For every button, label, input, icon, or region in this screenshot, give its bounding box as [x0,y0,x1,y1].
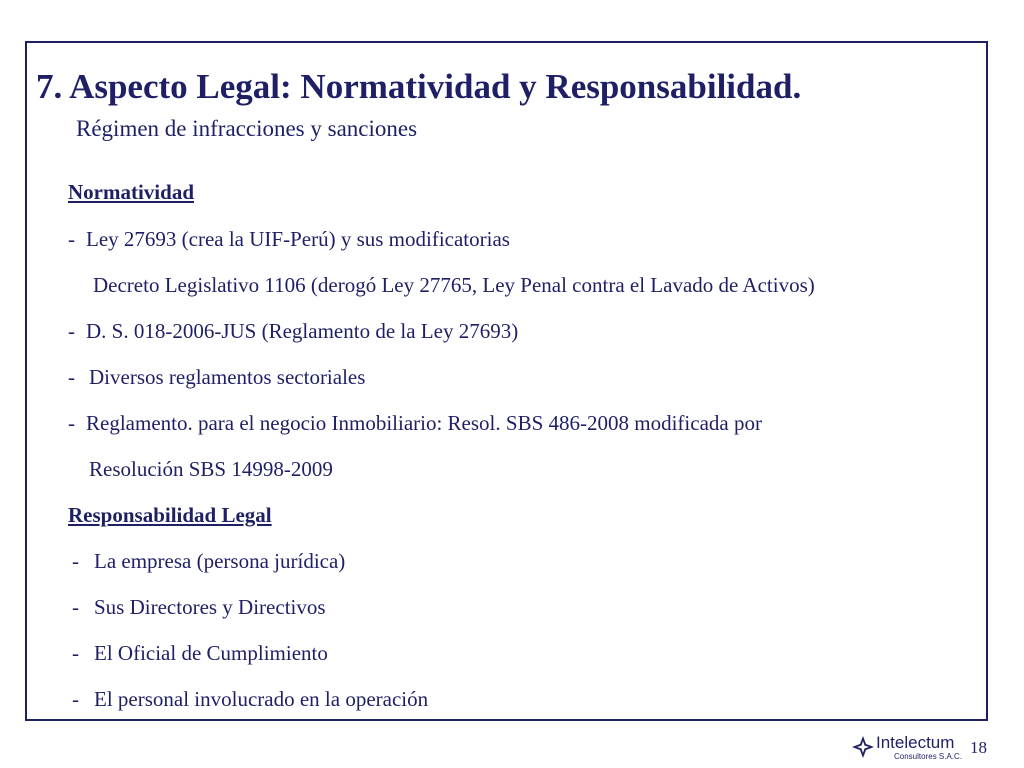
slide-subtitle: Régimen de infracciones y sanciones [76,116,418,141]
normatividad-item-text: D. S. 018-2006-JUS (Reglamento de la Ley 27693) [86,319,519,343]
normatividad-item [68,226,510,252]
responsabilidad-heading: Responsabilidad Legal [68,503,272,527]
normatividad-item [89,456,333,482]
normatividad-item-text: Reglamento. para el negocio Inmobiliario: Resol. SBS 486-2008 modificada por [86,411,762,435]
normatividad-item [93,272,815,298]
normatividad-item-text: Diversos reglamentos sectoriales [89,365,366,389]
responsabilidad-item-text: El Oficial de Cumplimiento [94,641,328,665]
bullet-dash: - [72,687,79,711]
responsabilidad-item [72,548,345,574]
page-number: 18 [970,738,987,757]
responsabilidad-item [72,640,328,666]
responsabilidad-item-text: Sus Directores y Directivos [94,595,326,619]
bullet-dash: - [72,595,79,619]
responsabilidad-item [72,686,428,712]
normatividad-heading: Normatividad [68,180,194,204]
responsabilidad-item [72,594,326,620]
logo-name: Intelectum [876,733,955,752]
bullet-dash: - [68,227,75,251]
company-logo [852,733,962,763]
diamond-star-icon [852,736,874,758]
normatividad-item-text: Ley 27693 (crea la UIF-Perú) y sus modificatorias [86,227,510,251]
bullet-dash: - [68,411,75,435]
responsabilidad-item-text: La empresa (persona jurídica) [94,549,346,573]
normatividad-item-text: Decreto Legislativo 1106 (derogó Ley 27765, Ley Penal contra el Lavado de Activos) [93,273,815,297]
logo-tagline: Consultores S.A.C. [894,752,963,761]
responsabilidad-item-text: El personal involucrado en la operación [94,687,429,711]
normatividad-item [68,410,762,436]
slide-title: 7. Aspecto Legal: Normatividad y Responsabilidad. [36,67,802,106]
bullet-dash: - [72,641,79,665]
normatividad-item [68,318,518,344]
bullet-dash: - [68,365,75,389]
normatividad-item [68,364,365,390]
bullet-dash: - [68,319,75,343]
normatividad-item-text: Resolución SBS 14998-2009 [89,457,333,481]
bullet-dash: - [72,549,79,573]
